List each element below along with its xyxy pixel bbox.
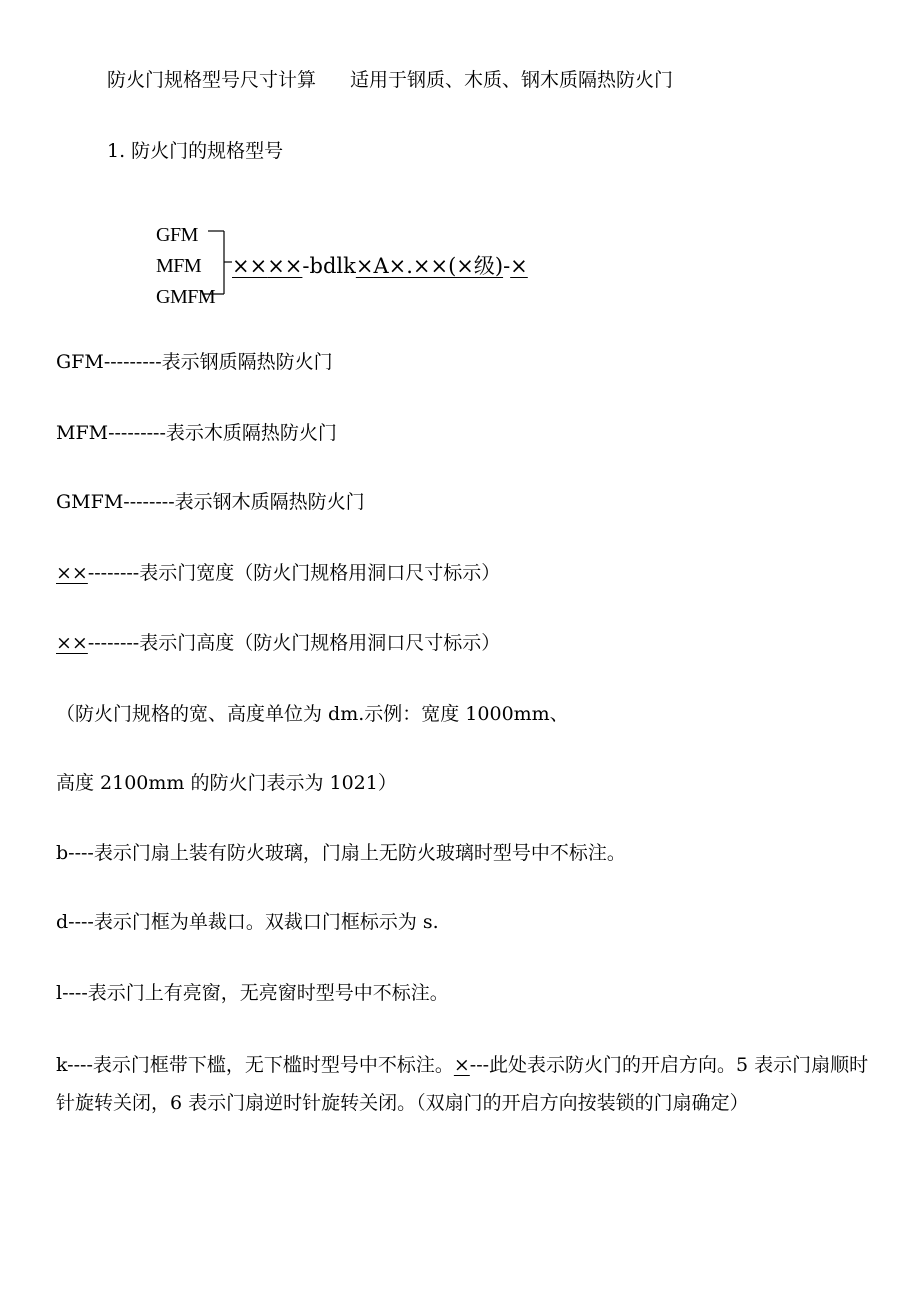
- code-gfm: GFM: [156, 224, 198, 246]
- definition-b: b----表示门扇上装有防火玻璃，门扇上无防火玻璃时型号中不标注。: [56, 842, 626, 864]
- definition-k-paragraph: [56, 1046, 876, 1122]
- formula-mid: -bdlk: [302, 254, 356, 278]
- formula-width: ××: [232, 254, 268, 278]
- note-line-2: 高度 2100mm 的防火门表示为 1021）: [56, 772, 397, 794]
- note-line-1: （防火门规格的宽、高度单位为 dm.示例：宽度 1000mm、: [56, 703, 569, 725]
- direction-explanation: ---此处表示防火门的开启方向。5 表示门扇顺时针旋转关闭，6 表示门扇逆时针旋转关闭。（双扇门的开启方向按装锁的门扇确定）: [56, 1054, 869, 1114]
- definition-height: ××--------表示门高度（防火门规格用洞口尺寸标示）: [56, 632, 501, 654]
- definition-l: l----表示门上有亮窗，无亮窗时型号中不标注。: [56, 982, 449, 1004]
- definition-k-lead: k----表示门框带下槛，无下槛时型号中不标注。: [56, 1054, 454, 1076]
- formula-direction: ×: [355, 254, 374, 278]
- definition-d: d----表示门框为单裁口。双裁口门框标示为 s.: [56, 911, 439, 933]
- definition-gmfm: GMFM--------表示钢木质隔热防火门: [56, 491, 365, 513]
- formula-height: ××: [267, 254, 303, 278]
- title-scope: 适用于钢质、木质、钢木质隔热防火门: [350, 69, 674, 91]
- document-title: [107, 68, 673, 92]
- code-gmfm: GMFM: [156, 286, 216, 308]
- formula-rating: A×.××(×级): [373, 254, 504, 278]
- section-heading: 1. 防火门的规格型号: [107, 140, 284, 162]
- direction-mark: ×: [453, 1054, 470, 1076]
- code-list: [156, 220, 215, 313]
- model-code-diagram: [152, 214, 712, 314]
- title-main: 防火门规格型号尺寸计算: [107, 69, 317, 91]
- formula-dash: -: [503, 254, 511, 278]
- model-formula: [232, 252, 528, 280]
- code-mfm: MFM: [156, 255, 202, 277]
- definition-mfm: MFM---------表示木质隔热防火门: [56, 422, 337, 444]
- formula-tail: ×: [510, 254, 528, 278]
- definition-gfm: GFM---------表示钢质隔热防火门: [56, 351, 333, 373]
- definition-width: ××--------表示门宽度（防火门规格用洞口尺寸标示）: [56, 562, 501, 584]
